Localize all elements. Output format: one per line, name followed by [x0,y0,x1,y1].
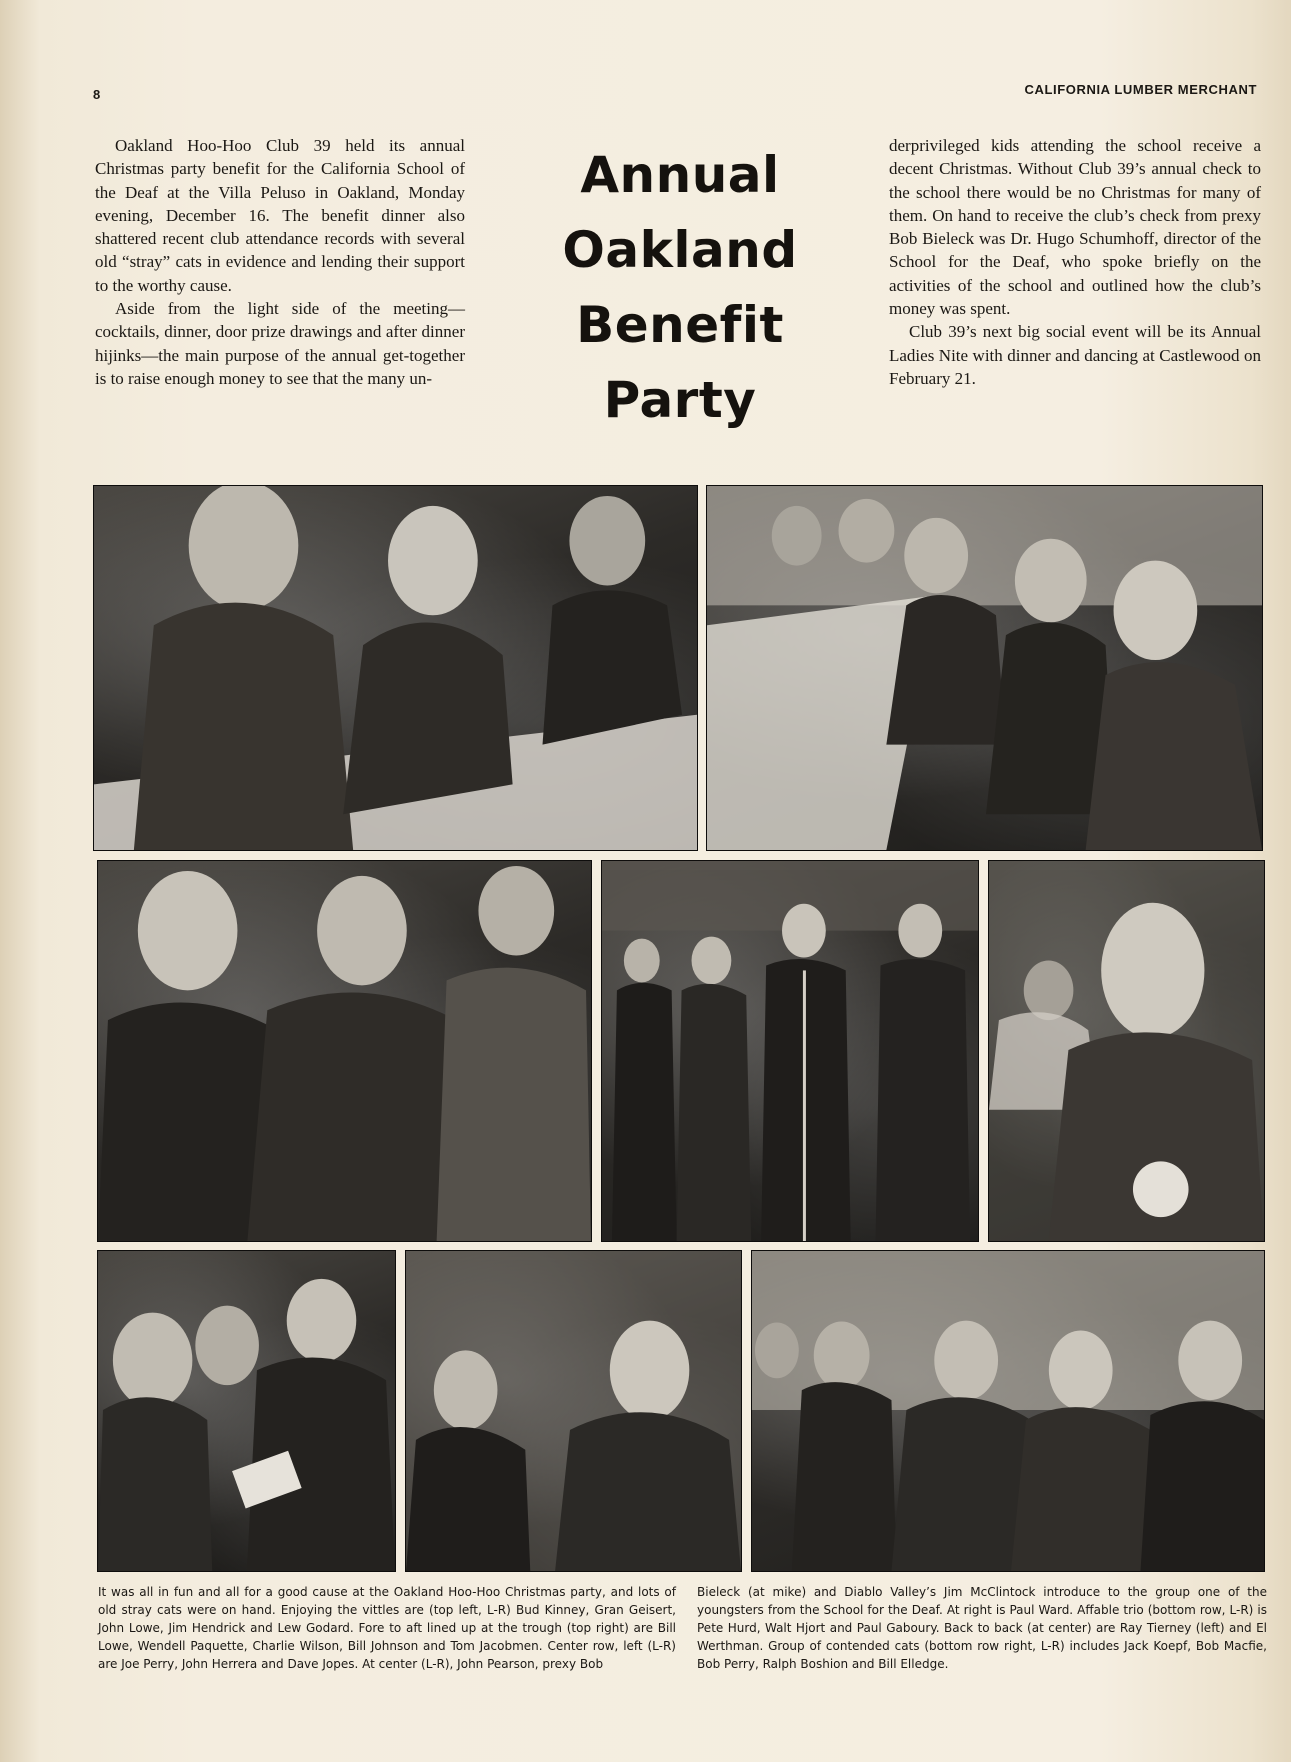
article-paragraph: Club 39’s next big social event will be its Annual Ladies Nite with dinner and dancing at Castlewood on February 21. [889,322,1261,388]
photo-bottom-left [97,1250,396,1572]
photo-top-left-figures [94,486,697,850]
headline-line: Oakland [562,221,798,279]
article-column-right [889,134,1261,390]
article-paragraph: derprivileged kids attending the school receive a decent Christmas. Without Club 39’s annual check to the school there would be no Christmas for many of them. On hand to receive the club’s check from prexy Bob Bieleck was Dr. Hugo Schumhoff, director of the School for the Deaf, who spoke briefly on the activities of the school and outlined how the club’s money was spent. [889,136,1261,319]
photo-middle-left [97,860,592,1242]
photo-bottom-center-figures [406,1251,741,1571]
headline [530,138,830,438]
photo-middle-right [988,860,1265,1242]
photo-bottom-right-figures [752,1251,1264,1571]
photo-middle-center-figures [602,861,978,1241]
headline-line: Party [603,371,757,429]
publication-name: CALIFORNIA LUMBER MERCHANT [1024,82,1257,97]
article-paragraph: Oakland Hoo-Hoo Club 39 held its annual Christmas party benefit for the California School of the Deaf at the Villa Peluso in Oakland, Monday evening, December 16. The benefit dinner also shattered recent club attendance records with several old “stray” cats in evidence and lending their support to the worthy cause. [95,136,465,295]
photo-top-right [706,485,1263,851]
article-paragraph: Aside from the light side of the meeting—cocktails, dinner, door prize drawings and after dinner hijinks—the main purpose of the annual get-together is to raise enough money to see that the many un- [95,299,465,388]
headline-line: Annual [580,146,780,204]
photo-top-right-figures [707,486,1262,850]
photo-bottom-left-figures [98,1251,395,1571]
photo-top-left [93,485,698,851]
photo-middle-left-figures [98,861,591,1241]
photo-middle-right-figures [989,861,1264,1241]
photo-bottom-right [751,1250,1265,1572]
photo-bottom-center [405,1250,742,1572]
photo-caption-right: Bieleck (at mike) and Diablo Valley’s Jim McClintock introduce to the group one of the youngsters from the School for the Deaf. At right is Paul Ward. Affable trio (bottom row, L-R) is Pete Hurd, Walt Hjort and Paul Gaboury. Back to back (at center) are Ray Tierney (left) and El Werthman. Group of contended cats (bottom row right, L-R) includes Jack Koepf, Bob Macfie, Bob Perry, Ralph Boshion and Bill Elledge. [697,1585,1267,1672]
photo-caption-left: It was all in fun and all for a good cause at the Oakland Hoo-Hoo Christmas party, and lots of old stray cats were on hand. Enjoying the vittles are (top left, L-R) Bud Kinney, Gran Geisert, John Lowe, Jim Hendrick and Lew Godard. Fore to aft lined up at the trough (top right) are Bill Lowe, Wendell Paquette, Charlie Wilson, Bill Johnson and Tom Jacobmen. Center row, left (L-R) are Joe Perry, John Herrera and Dave Jopes. At center (L-R), John Pearson, prexy Bob [98,1585,676,1672]
photo-middle-center [601,860,979,1242]
article-column-left [95,134,465,390]
headline-line: Benefit [576,296,784,354]
page-number: 8 [93,87,101,102]
